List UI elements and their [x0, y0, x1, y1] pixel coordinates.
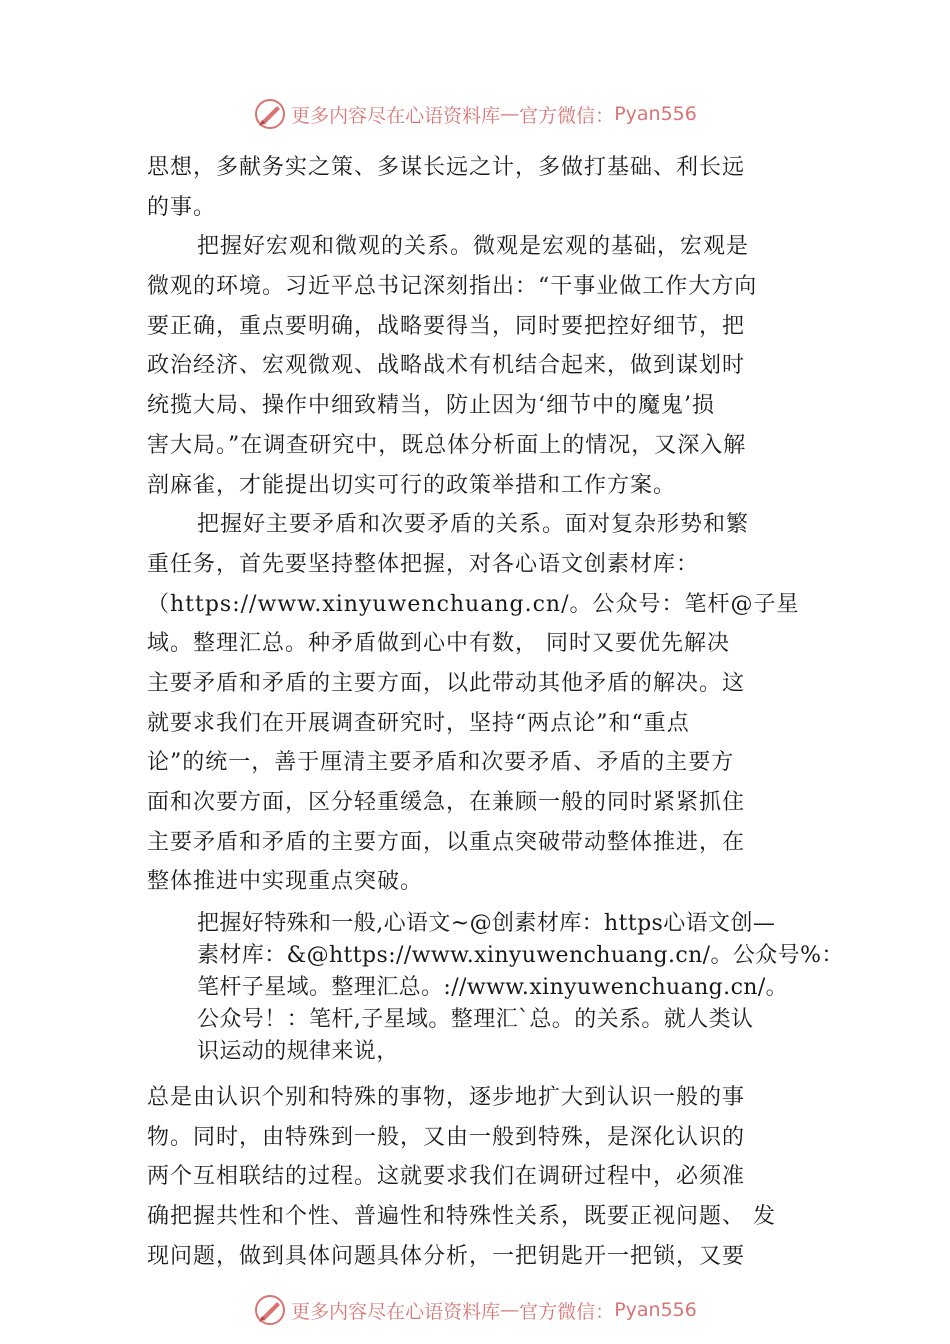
text-line: 论”的统一，善于厘清主要矛盾和次要矛盾、矛盾的主要方	[147, 750, 735, 776]
watermark-dash: —	[500, 1299, 520, 1321]
text-line: 面和次要方面，区分轻重缓急，在兼顾一般的同时紧紧抓住	[147, 790, 746, 815]
watermark-prefix: 更多内容尽在心语资料库	[291, 104, 501, 127]
text-line: 微观的环境。习近平总书记深刻指出：“干事业做工作大方向	[147, 274, 758, 300]
text-line: 就要求我们在开展调查研究时，坚持“两点论”和“重点	[147, 710, 690, 736]
quote-block	[197, 908, 847, 1068]
pen-logo-icon	[253, 1293, 287, 1327]
watermark-dash: —	[500, 103, 520, 125]
text-line: 笔杆子星域。整理汇总。://www.xinyuwenchuang.cn/。	[197, 975, 789, 1001]
watermark-label: 官方微信：	[519, 1300, 615, 1323]
pen-logo-icon	[253, 97, 287, 131]
text-line: 要正确，重点要明确，战略要得当，同时要把控好细节，把	[147, 313, 746, 339]
text-line: 害大局。”在调查研究中，既总体分析面上的情况，又深入解	[147, 432, 747, 458]
text-line: 素材库：&@https://www.xinyuwenchuang.cn/。公众号%：	[197, 943, 844, 969]
watermark-header	[0, 94, 950, 134]
text-line: 的事。	[147, 194, 217, 220]
watermark-label: 官方微信：	[519, 104, 615, 127]
text-line: 剖麻雀，才能提出切实可行的政策举措和工作方案。	[147, 472, 677, 498]
text-line: 公众号！：笔杆,子星域。整理汇`总。的关系。就人类认	[197, 1007, 754, 1033]
text-line: 物。同时，由特殊到一般，又由一般到特殊，是深化认识的	[147, 1124, 746, 1150]
document-body	[147, 148, 847, 1277]
text-line: 主要矛盾和矛盾的主要方面，以此带动其他矛盾的解决。这	[147, 670, 746, 696]
watermark-id: Pyan556	[614, 1299, 697, 1321]
text-line: 现问题，做到具体问题具体分析，一把钥匙开一把锁，又要	[147, 1243, 746, 1269]
paragraph-3	[147, 505, 847, 902]
text-line: 把握好宏观和微观的关系。微观是宏观的基础，宏观是	[197, 234, 750, 260]
text-line: 把握好特殊和一般,心语文~@创素材库：https心语文创—	[197, 911, 776, 937]
text-line: 重任务，首先要坚持整体把握，对各心语文创素材库：	[147, 551, 700, 577]
watermark-prefix: 更多内容尽在心语资料库	[291, 1300, 501, 1323]
text-line: 统揽大局、操作中细致精当，防止因为‘细节中的魔鬼’损	[147, 393, 715, 419]
watermark-id: Pyan556	[614, 103, 697, 125]
text-line: （https://www.xinyuwenchuang.cn/。公众号：笔杆@子星	[147, 591, 800, 617]
text-line: 域。整理汇总。种矛盾做到心中有数， 同时又要优先解决	[147, 631, 730, 657]
paragraph-2	[147, 227, 847, 505]
text-line: 政治经济、宏观微观、战略战术有机结合起来，做到谋划时	[147, 353, 746, 379]
paragraph-4	[147, 1078, 847, 1276]
text-line: 确把握共性和个性、普遍性和特殊性关系，既要正视问题、 发	[147, 1204, 776, 1230]
text-line: 识运动的规律来说，	[197, 1039, 399, 1065]
text-line: 把握好主要矛盾和次要矛盾的关系。面对复杂形势和繁	[197, 512, 750, 538]
text-line: 思想，多献务实之策、多谋长远之计，多做打基础、利长远	[147, 155, 746, 180]
paragraph-1	[147, 148, 847, 227]
watermark-footer	[0, 1290, 950, 1330]
text-line: 主要矛盾和矛盾的主要方面，以重点突破带动整体推进，在	[147, 829, 746, 855]
text-line: 总是由认识个别和特殊的事物，逐步地扩大到认识一般的事	[147, 1085, 746, 1111]
text-line: 整体推进中实现重点突破。	[147, 869, 424, 895]
text-line: 两个互相联结的过程。这就要求我们在调研过程中，必须准	[147, 1164, 746, 1190]
